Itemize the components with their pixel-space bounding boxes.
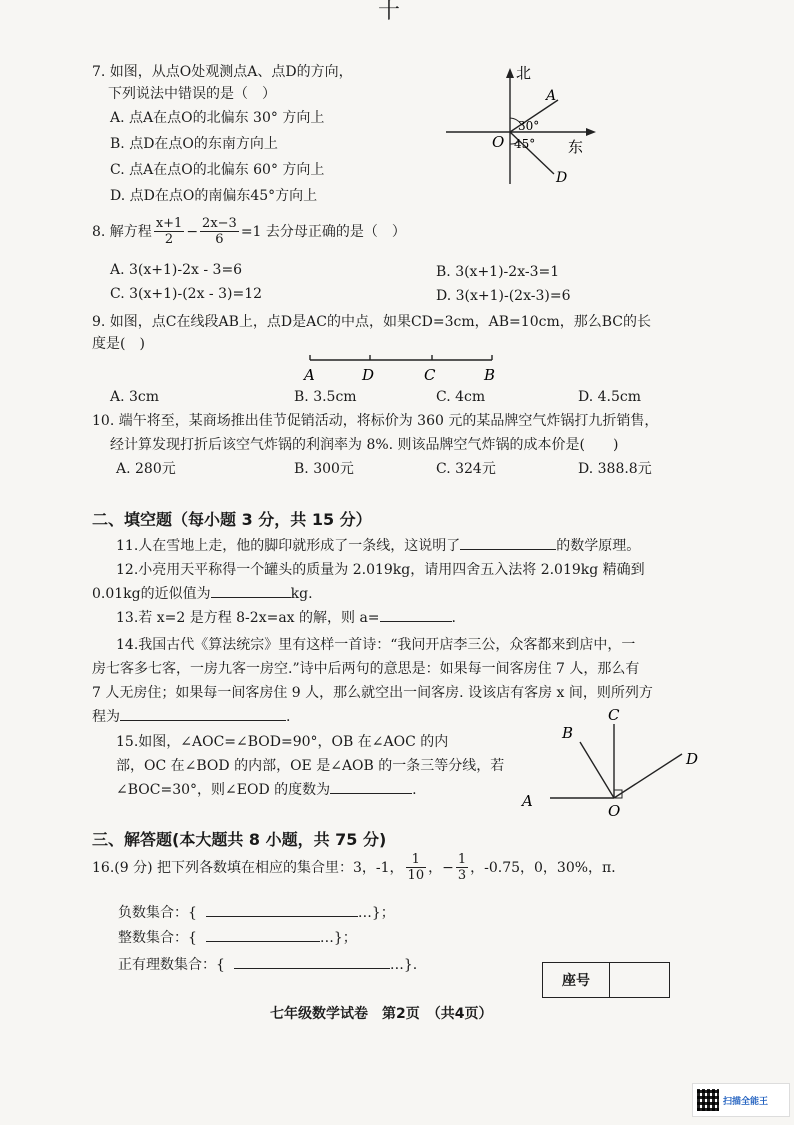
q16-comma: ，: [428, 859, 443, 876]
q16-prefix: 16.(9 分) 把下列各数填在相应的集合里：3，-1，: [92, 859, 404, 876]
q9-stem-line1: 9. 如图，点C在线段AB上，点D是AC的中点，如果CD=3cm，AB=10cm，那么BC的长: [92, 314, 651, 330]
q12-line1: 12.小亮用天平称得一个罐头的质量为 2.019kg，请用四舍五入法将 2.019kg 精确到: [116, 562, 645, 578]
set-integer-blank[interactable]: [206, 927, 320, 942]
q15-angle-figure: [516, 704, 716, 820]
label-a: A: [304, 366, 315, 384]
q14-line2: 房七客多七客，一房九客一房空.”诗中后两句的意思是：如果每一间客房住 7 人，那么有: [92, 661, 640, 677]
q8-stem: [92, 216, 406, 247]
q7-stem-line2: 下列说法中错误的是（ ）: [108, 86, 276, 102]
q8-option-a: A. 3(x+1)-2x - 3=6: [110, 262, 243, 278]
label-b: B: [562, 724, 574, 742]
set-integer: [118, 927, 357, 949]
seat-number-label: 座号: [543, 963, 610, 997]
q9-option-c: C. 4cm: [436, 389, 486, 405]
q8-f2-num: 2x−3: [202, 216, 237, 231]
q10-stem-line1: 10. 端午将至，某商场推出佳节促销活动，将标价为 360 元的某品牌空气炸锅打九折销售，: [92, 413, 659, 429]
q15-text-b: .: [412, 782, 417, 798]
label-c: C: [608, 706, 620, 724]
q15-answer-blank[interactable]: [330, 779, 412, 794]
q13-text-b: .: [451, 610, 456, 626]
q14-answer-blank[interactable]: [120, 706, 286, 721]
east-label: 东: [568, 138, 584, 156]
header-mark: 十: [378, 0, 401, 24]
q14-line1: 14.我国古代《算法统宗》里有这样一首诗：“我问开店李三公，众客都来到店中，一: [116, 637, 636, 653]
q9-stem-line2: 度是( ): [92, 336, 145, 352]
q11-text-a: 11.人在雪地上走，他的脚印就形成了一条线，这说明了: [116, 538, 461, 554]
q11-text-b: 的数学原理。: [556, 538, 641, 554]
q11: [116, 535, 640, 557]
q9-option-b: B. 3.5cm: [294, 389, 357, 405]
q15-line2: 部，OC 在∠BOD 的内部，OE 是∠AOB 的一条三等分线，若: [116, 758, 505, 774]
q9-segment-figure: [296, 350, 506, 386]
set-integer-label: 整数集合：{: [118, 930, 197, 946]
set-negative-end: …}；: [357, 905, 395, 921]
q15-text-a: ∠BOC=30°，则∠EOD 的度数为: [116, 782, 331, 798]
q9-option-d: D. 4.5cm: [578, 389, 642, 405]
q7-option-c: C. 点A在点O的北偏东 60° 方向上: [110, 162, 325, 178]
ray-od: [614, 754, 682, 798]
set-integer-end: …}；: [319, 930, 357, 946]
seat-number-box: [542, 962, 670, 998]
q10-option-a: A. 280元: [116, 461, 176, 477]
angle-30-label: 30°: [518, 119, 540, 133]
qr-code-icon: [697, 1089, 719, 1111]
q14-text-a: 程为: [92, 709, 120, 725]
set-positive-rational-label: 正有理数集合：{: [118, 957, 225, 973]
q8-option-d: D. 3(x+1)-(2x-3)=6: [436, 288, 571, 304]
north-arrow: [506, 68, 514, 78]
q12-text-a: 0.01kg的近似值为: [92, 586, 211, 602]
q15-line1: 15.如图，∠AOC=∠BOD=90°，OB 在∠AOC 的内: [116, 734, 449, 750]
page-footer: 七年级数学试卷 第2页 （共4页）: [270, 1006, 493, 1022]
set-positive-rational-blank[interactable]: [234, 954, 390, 969]
scan-app-badge: [692, 1083, 790, 1117]
q12-text-b: kg.: [290, 586, 313, 602]
q8-prefix: 8. 解方程: [92, 223, 152, 240]
q8-suffix: =1 去分母正确的是（ ）: [240, 223, 406, 240]
set-negative: [118, 902, 395, 924]
label-o: O: [608, 802, 621, 820]
q14-text-b: .: [286, 709, 291, 725]
q16-suffix: ，-0.75，0，30%，π．: [470, 859, 626, 876]
q16-f1-num: 1: [406, 852, 427, 868]
q10-stem-line2: 经计算发现打折后该空气炸锅的利润率为 8%. 则该品牌空气炸锅的成本价是( ): [110, 437, 619, 453]
q16-fraction-2: [456, 852, 468, 883]
q14-line4: [92, 706, 290, 728]
q9-option-a: A. 3cm: [110, 389, 160, 405]
q16-neg: −: [442, 859, 454, 876]
seat-number-field[interactable]: [610, 963, 669, 997]
label-d: D: [686, 750, 699, 768]
label-c: C: [424, 366, 436, 384]
q8-minus: −: [186, 223, 199, 240]
scan-app-name: 扫描全能王: [723, 1096, 769, 1107]
label-d: D: [362, 366, 375, 384]
q13-answer-blank[interactable]: [380, 607, 452, 622]
q10-option-c: C. 324元: [436, 461, 496, 477]
q8-option-b: B. 3(x+1)-2x-3=1: [436, 264, 560, 280]
q13-text-a: 13.若 x=2 是方程 8-2x=ax 的解，则 a=: [116, 610, 380, 626]
q11-answer-blank[interactable]: [460, 535, 556, 550]
label-b: B: [484, 366, 496, 384]
q15-line3: [116, 779, 417, 801]
point-a-label: A: [546, 88, 557, 104]
q12-answer-blank[interactable]: [211, 583, 291, 598]
q8-fraction-1: [154, 216, 185, 247]
set-negative-label: 负数集合：{: [118, 905, 197, 921]
q7-option-a: A. 点A在点O的北偏东 30° 方向上: [110, 110, 325, 126]
q10-option-d: D. 388.8元: [578, 461, 652, 477]
section-fill-in-title: 二、填空题（每小题 3 分，共 15 分）: [92, 510, 372, 529]
q8-f2-den: 6: [215, 232, 224, 247]
north-label: 北: [516, 64, 532, 82]
q7-stem-line1: 7. 如图，从点O处观测点A、点D的方向，: [92, 64, 353, 80]
q8-f1-num: x+1: [155, 216, 183, 231]
q7-direction-figure: [440, 64, 600, 194]
set-positive-rational-end: …}.: [389, 957, 418, 973]
q16-f1-den: 10: [407, 868, 425, 883]
point-o-label: O: [492, 133, 505, 151]
q8-f1-den: 2: [164, 232, 174, 247]
angle-45-label: 45°: [514, 137, 536, 151]
q16-stem: [92, 852, 625, 883]
q16-f2-den: 3: [457, 868, 467, 883]
q10-option-b: B. 300元: [294, 461, 354, 477]
q12-line2: [92, 583, 313, 605]
q14-line3: 7 人无房住；如果每一间客房住 9 人，那么就空出一间客房. 设该店有客房 x 间，则所列方: [92, 685, 653, 701]
q13: [116, 607, 456, 629]
set-positive-rational: [118, 954, 417, 976]
q8-fraction-2: [200, 216, 239, 247]
east-arrow: [586, 128, 596, 136]
point-d-label: D: [556, 170, 568, 186]
q16-f2-num: 1: [457, 852, 467, 867]
ray-ob: [580, 742, 614, 798]
label-a: A: [522, 792, 533, 810]
q8-option-c: C. 3(x+1)-(2x - 3)=12: [110, 286, 263, 302]
section-solution-title: 三、解答题(本大题共 8 小题，共 75 分): [92, 830, 387, 849]
q7-option-d: D. 点D在点O的南偏东45°方向上: [110, 188, 318, 204]
set-negative-blank[interactable]: [206, 902, 358, 917]
q16-fraction-1: [406, 852, 427, 883]
q7-option-b: B. 点D在点O的东南方向上: [110, 136, 278, 152]
